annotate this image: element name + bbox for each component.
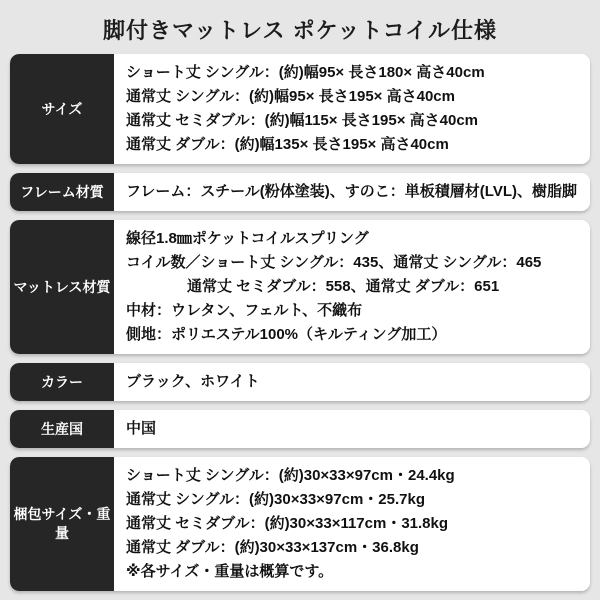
spec-line: 中国 — [126, 420, 157, 437]
row-label-country: 生産国 — [10, 410, 114, 448]
row-label-frame-material: フレーム材質 — [10, 173, 114, 211]
spec-line: コイル数／ショート丈 シングル：435、通常丈 シングル：465 — [126, 254, 542, 271]
row-content-package-size-weight — [114, 457, 590, 591]
spec-row-mattress-material — [10, 220, 590, 354]
spec-line: ブラック、ホワイト — [126, 373, 260, 390]
row-content-mattress-material — [114, 220, 590, 354]
spec-line: 中材：ウレタン、フェルト、不織布 — [126, 302, 363, 319]
row-label-size: サイズ — [10, 54, 114, 164]
spec-line: フレーム：スチール(粉体塗装)、すのこ：単板積層材(LVL)、樹脂脚 — [126, 183, 578, 200]
spec-line: 通常丈 シングル：(約)幅95× 長さ195× 高さ40cm — [126, 88, 455, 105]
row-content-country — [114, 410, 590, 448]
page-title: 脚付きマットレス ポケットコイル仕様 — [103, 18, 497, 43]
spec-row-frame-material — [10, 173, 590, 211]
row-content-color — [114, 363, 590, 401]
spec-line: 通常丈 セミダブル：(約)幅115× 長さ195× 高さ40cm — [126, 112, 479, 129]
spec-row-package-size-weight — [10, 457, 590, 591]
spec-line-continued: 通常丈 セミダブル：558、通常丈 ダブル：651 — [187, 278, 500, 295]
spec-line: 側地：ポリエステル100%（キルティング加工） — [126, 326, 447, 343]
spec-row-color — [10, 363, 590, 401]
row-label-package-size-weight: 梱包サイズ・重量 — [10, 457, 114, 591]
spec-row-country — [10, 410, 590, 448]
spec-line: 通常丈 ダブル：(約)30×33×137cm・36.8kg — [126, 539, 419, 556]
spec-line: ショート丈 シングル：(約)30×33×97cm・24.4kg — [126, 467, 455, 484]
row-content-frame-material — [114, 173, 590, 211]
spec-line: 通常丈 セミダブル：(約)30×33×117cm・31.8kg — [126, 515, 449, 532]
spec-line: ショート丈 シングル：(約)幅95× 長さ180× 高さ40cm — [126, 64, 485, 81]
spec-table — [0, 54, 600, 591]
spec-line: 通常丈 ダブル：(約)幅135× 長さ195× 高さ40cm — [126, 136, 449, 153]
spec-line-note: ※各サイズ・重量は概算です。 — [126, 563, 334, 580]
row-label-mattress-material: マットレス材質 — [10, 220, 114, 354]
spec-line: 通常丈 シングル：(約)30×33×97cm・25.7kg — [126, 491, 425, 508]
row-content-size — [114, 54, 590, 164]
spec-row-size — [10, 54, 590, 164]
spec-line: 線径1.8㎜ポケットコイルスプリング — [126, 230, 369, 247]
row-label-color: カラー — [10, 363, 114, 401]
